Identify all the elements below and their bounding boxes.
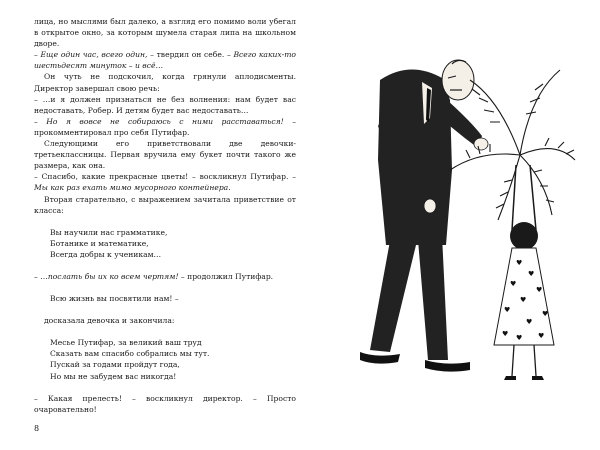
leaflets <box>534 170 554 202</box>
paragraph-4 <box>34 94 296 116</box>
leaflets <box>545 138 574 154</box>
dash: – … <box>34 271 48 281</box>
poem-line: Сказать вам спасибо собрались мы тут. <box>50 349 210 359</box>
page-number: 8 <box>34 424 40 433</box>
paragraph-10-text: досказала девочка и закончила: <box>44 316 175 326</box>
poem-line: Но мы не забудем вас никогда! <box>50 371 177 381</box>
narration-3: – продолжил Путифар. <box>178 271 274 281</box>
illustration-man-and-girl <box>330 40 580 390</box>
paragraph-8 <box>34 194 296 216</box>
girl-legs <box>512 345 536 376</box>
paragraph-11-text: – Какая прелесть! – воскликнул директор. – Просто очаровательно! <box>34 393 296 414</box>
frond <box>450 154 520 170</box>
man-left-shoe <box>360 352 400 364</box>
narration-2: – прокомментировал про себя Путифар. <box>34 116 297 137</box>
text-column <box>34 16 296 415</box>
paragraph-10 <box>34 315 296 326</box>
poem-line: Всегда добры к ученикам… <box>50 249 162 259</box>
dash: – <box>34 116 47 126</box>
poem-line: Пускай за годами пройдут года, <box>50 360 180 370</box>
thought-4: Мы как раз ехать мимо мусорного контейнера. <box>34 183 231 193</box>
frond <box>520 149 575 160</box>
paragraph-9 <box>34 271 296 282</box>
man-head <box>442 60 474 100</box>
man-figure <box>360 60 488 372</box>
paragraph-7 <box>34 171 296 193</box>
poem-stanza-1 <box>50 227 296 260</box>
frond <box>520 70 560 155</box>
paragraph-3 <box>34 71 296 93</box>
leaflets <box>526 84 543 114</box>
dash: – <box>34 50 41 60</box>
svg-text:♥: ♥ <box>528 270 535 278</box>
svg-text:♥: ♥ <box>538 332 545 340</box>
poem-line: Месье Путифар, за великий ваш труд <box>50 338 202 348</box>
paragraph-4-text: – …и я должен признаться не без волнения: нам будет вас недоставать, Робер. И детям будет вас недоставать… <box>34 94 296 115</box>
poem-line: Ботанике и математике, <box>50 238 149 248</box>
man-right-shoe <box>425 360 470 372</box>
poem-stanza-2 <box>50 293 296 304</box>
man-left-hand <box>424 199 436 213</box>
paragraph-1 <box>34 16 296 49</box>
narration-1: – твердил он себе. – <box>147 50 234 60</box>
paragraph-8-text: Вторая старательно, с выражением зачитала приветствие от класса: <box>34 194 296 215</box>
svg-text:♥: ♥ <box>520 296 527 304</box>
svg-text:♥: ♥ <box>510 280 517 288</box>
thought-1: Еще один час, всего один, <box>40 50 148 60</box>
frond <box>520 155 552 215</box>
svg-text:♥: ♥ <box>536 286 543 294</box>
girl-hair <box>510 222 538 250</box>
paragraph-1-text: лица, но мыслями был далеко, а взгляд его помимо воли убегал в открытое окно, за которым шумела старая липа на школьном дворе. <box>34 17 296 49</box>
paragraph-7-text: – Спасибо, какие прекрасные цветы! – воскликнул Путифар. – <box>34 172 296 182</box>
svg-text:♥: ♥ <box>502 330 509 338</box>
svg-text:♥: ♥ <box>516 334 523 342</box>
paragraph-3-text: Он чуть не подскочил, когда грянули аплодисменты. Директор завершал свою речь: <box>34 72 296 93</box>
svg-text:♥: ♥ <box>516 259 523 267</box>
poem-line: Вы научили нас грамматике, <box>50 227 168 237</box>
man-right-leg <box>418 235 448 360</box>
svg-text:♥: ♥ <box>504 306 511 314</box>
girl-left-shoe <box>504 376 516 380</box>
svg-text:♥: ♥ <box>526 318 533 326</box>
girl-figure <box>494 165 554 380</box>
svg-text:♥: ♥ <box>542 310 549 318</box>
girl-right-shoe <box>532 376 544 380</box>
paragraph-6-text: Следующими его приветствовали две девочки-третьеклассницы. Первая вручила ему букет почти такого же размера, как она. <box>34 139 296 171</box>
paragraph-11 <box>34 393 296 415</box>
man-right-hand <box>474 138 488 150</box>
man-left-leg <box>370 230 416 352</box>
paragraph-5 <box>34 116 296 138</box>
poem-stanza-3 <box>50 337 296 381</box>
thought-2: Всего каких-то шестьдесят минуток – и всё… <box>34 50 296 71</box>
paragraph-6 <box>34 138 296 171</box>
poem-line: Всю жизнь вы посвятили нам! – <box>50 294 179 304</box>
thought-5: послать бы их ко всем чертям! <box>47 271 179 281</box>
paragraph-2 <box>34 49 296 71</box>
girl-right-arm <box>530 165 536 230</box>
thought-3: Но я вовсе не собираюсь с ними расставаться! <box>46 116 284 126</box>
frond <box>498 155 520 220</box>
